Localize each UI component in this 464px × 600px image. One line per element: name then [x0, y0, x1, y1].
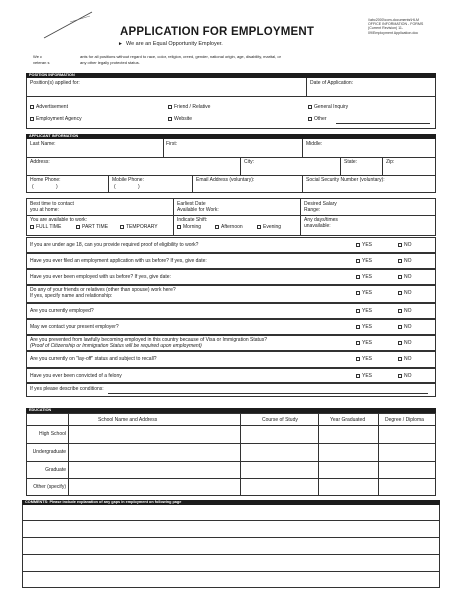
label-first-name: First: [166, 141, 178, 147]
file-path: \\abc2000\com-documents\HLM OFFICE INFORMATION - FORMS (Current Revision) 11- 09\Employment Application.doc [368, 18, 424, 35]
question-text: Have you ever been employed with us before? If yes, give date: [30, 274, 171, 280]
no-option[interactable]: NO [398, 258, 412, 264]
checkbox-no[interactable] [398, 259, 402, 263]
position-header: POSITION INFORMATION [26, 73, 436, 78]
question-subtext: If yes, specify name and relationship: [30, 293, 113, 299]
checkbox-no[interactable] [398, 341, 402, 345]
checkbox-evening[interactable] [257, 225, 261, 229]
question-text: Have you ever been convicted of a felony [30, 373, 122, 379]
position-section [26, 73, 436, 129]
education-row-label: High School [39, 431, 66, 437]
checkbox-yes[interactable] [356, 357, 360, 361]
checkbox-no[interactable] [398, 291, 402, 295]
home-phone-paren-open: ( [32, 184, 34, 190]
intro-text-1a: We c [33, 54, 43, 59]
intro-text-1b: ants for all positions without regard to race, color, religion, creed, gender, national origin, age, disability, marital, or [80, 54, 281, 59]
applicant-header: APPLICANT INFORMATION [26, 134, 436, 139]
label-date-application: Date of Application: [310, 80, 354, 86]
education-row-divider [26, 461, 436, 462]
label-earliest-2: Available for Work: [177, 207, 219, 213]
yes-option[interactable]: YES [356, 308, 372, 314]
checkbox-no[interactable] [398, 275, 402, 279]
question-text: If you are under age 18, can you provide required proof of eligibility to work? [30, 242, 199, 248]
checkbox-no[interactable] [398, 309, 402, 313]
label-describe: If yes please describe conditions: [30, 386, 104, 392]
label-days-unavailable-2: unavailable: [304, 223, 331, 229]
yes-option[interactable]: YES [356, 290, 372, 296]
label-last-name: Last Name: [30, 141, 56, 147]
label-mobile-phone: Mobile Phone: [112, 177, 144, 183]
checkbox-yes[interactable] [356, 341, 360, 345]
yes-option[interactable]: YES [356, 340, 372, 346]
no-option[interactable]: NO [398, 340, 412, 346]
label-zip: Zip: [386, 159, 395, 165]
option-full-time[interactable]: FULL TIME [30, 224, 61, 230]
checkbox-yes[interactable] [356, 275, 360, 279]
home-phone-paren-close: ) [56, 184, 58, 190]
question-text: Are you currently employed? [30, 308, 94, 314]
label-days-unavailable-1: Any days/times [304, 217, 338, 223]
checkbox-other[interactable] [308, 117, 312, 121]
education-row-label: Undergraduate [32, 448, 66, 455]
label-position-applied: Position(s) applied for: [30, 80, 80, 86]
checkbox-yes[interactable] [356, 374, 360, 378]
intro-text-2a: veteran s [33, 60, 50, 65]
intro-text-2b: any other legally protected status. [80, 60, 140, 65]
col-degree: Degree / Diploma [385, 417, 424, 423]
no-option[interactable]: NO [398, 324, 412, 330]
checkbox-yes[interactable] [356, 259, 360, 263]
option-morning[interactable]: Morning [177, 224, 201, 230]
no-option[interactable]: NO [398, 308, 412, 314]
option-temporary[interactable]: TEMPORARY [120, 224, 158, 230]
comments-section [22, 500, 440, 588]
checkbox-full-time[interactable] [30, 225, 34, 229]
education-row-divider [26, 443, 436, 444]
yes-option[interactable]: YES [356, 356, 372, 362]
question-text: May we contact your present employer? [30, 324, 119, 330]
label-city: City: [244, 159, 254, 165]
question-subtext: (Proof of Citizenship or Immigration Status will be required upon employment) [30, 343, 202, 349]
label-salary-2: Range: [304, 207, 321, 213]
col-study: Course of Study [262, 417, 298, 423]
option-evening[interactable]: Evening [257, 224, 281, 230]
checkbox-no[interactable] [398, 357, 402, 361]
page-title: APPLICATION FOR EMPLOYMENT [120, 26, 315, 38]
question-text: Are you currently on "lay-off" status and subject to recall? [30, 356, 157, 362]
page-subtitle: We are an Equal Opportunity Employer. [126, 41, 223, 47]
no-option[interactable]: NO [398, 274, 412, 280]
checkbox-advertisement[interactable] [30, 105, 34, 109]
no-option[interactable]: NO [398, 373, 412, 379]
education-row-label: Other (specify) [33, 484, 66, 491]
label-email: Email Address (voluntary): [196, 177, 255, 183]
label-home-phone: Home Phone: [30, 177, 61, 183]
question-text: Do any of your friends or relatives (other than spouse) work here? [30, 287, 176, 293]
label-shift: Indicate Shift: [177, 217, 208, 223]
checkbox-website[interactable] [168, 117, 172, 121]
checkbox-yes[interactable] [356, 309, 360, 313]
label-contact-time-2: you at home: [30, 207, 59, 213]
yes-option[interactable]: YES [356, 373, 372, 379]
checkbox-yes[interactable] [356, 291, 360, 295]
question-text: Have you ever filed an employment application with us before? If yes, give date: [30, 258, 207, 264]
label-contact-time-1: Best time to contact [30, 201, 74, 207]
checkbox-friend[interactable] [168, 105, 172, 109]
education-row-divider [26, 478, 436, 479]
checkbox-no[interactable] [398, 374, 402, 378]
col-year: Year Graduated [330, 417, 366, 423]
checkbox-part-time[interactable] [76, 225, 80, 229]
checkbox-yes[interactable] [356, 325, 360, 329]
checkbox-morning[interactable] [177, 225, 181, 229]
label-available-work: You are available to work: [30, 217, 88, 223]
source-advertisement[interactable]: Advertisement [30, 104, 68, 110]
checkbox-general[interactable] [308, 105, 312, 109]
col-school: School Name and Address [98, 417, 158, 423]
yes-option[interactable]: YES [356, 324, 372, 330]
yes-option[interactable]: YES [356, 274, 372, 280]
option-afternoon[interactable]: Afternoon [215, 224, 243, 230]
checkbox-afternoon[interactable] [215, 225, 219, 229]
source-other[interactable]: Other [308, 116, 327, 122]
mobile-phone-paren-open: ( [114, 184, 116, 190]
no-option[interactable]: NO [398, 356, 412, 362]
option-part-time[interactable]: PART TIME [76, 224, 108, 230]
source-website[interactable]: Website [168, 116, 192, 122]
yes-option[interactable]: YES [356, 242, 372, 248]
source-general[interactable]: General Inquiry [308, 104, 348, 110]
source-friend[interactable]: Friend / Relative [168, 104, 210, 110]
comments-header: COMMENTS: Please include explanation of any gaps in employment on following page [22, 500, 440, 505]
checkbox-yes[interactable] [356, 243, 360, 247]
question-text: Are you prevented from lawfully becoming employed in this country because of Visa or Immigration Status? [30, 337, 267, 343]
checkbox-no[interactable] [398, 243, 402, 247]
mobile-phone-paren-close: ) [138, 184, 140, 190]
label-address: Address: [30, 159, 50, 165]
applicant-section [26, 134, 436, 193]
checkbox-temporary[interactable] [120, 225, 124, 229]
availability-section [26, 198, 436, 236]
checkbox-agency[interactable] [30, 117, 34, 121]
no-option[interactable]: NO [398, 242, 412, 248]
yes-option[interactable]: YES [356, 258, 372, 264]
education-row-label: Graduate [45, 466, 66, 473]
checkbox-no[interactable] [398, 325, 402, 329]
corner-mark [40, 8, 96, 42]
no-option[interactable]: NO [398, 290, 412, 296]
education-section [26, 408, 436, 496]
education-header: EDUCATION [26, 408, 436, 413]
arrow-icon: ► [118, 41, 123, 47]
label-state: State: [344, 159, 358, 165]
source-agency[interactable]: Employment Agency [30, 116, 82, 122]
label-ssn: Social Security Number (voluntary): [306, 177, 385, 183]
label-middle-name: Middle: [306, 141, 323, 147]
label-earliest-1: Earliest Date [177, 201, 206, 207]
label-salary-1: Desired Salary [304, 201, 337, 207]
